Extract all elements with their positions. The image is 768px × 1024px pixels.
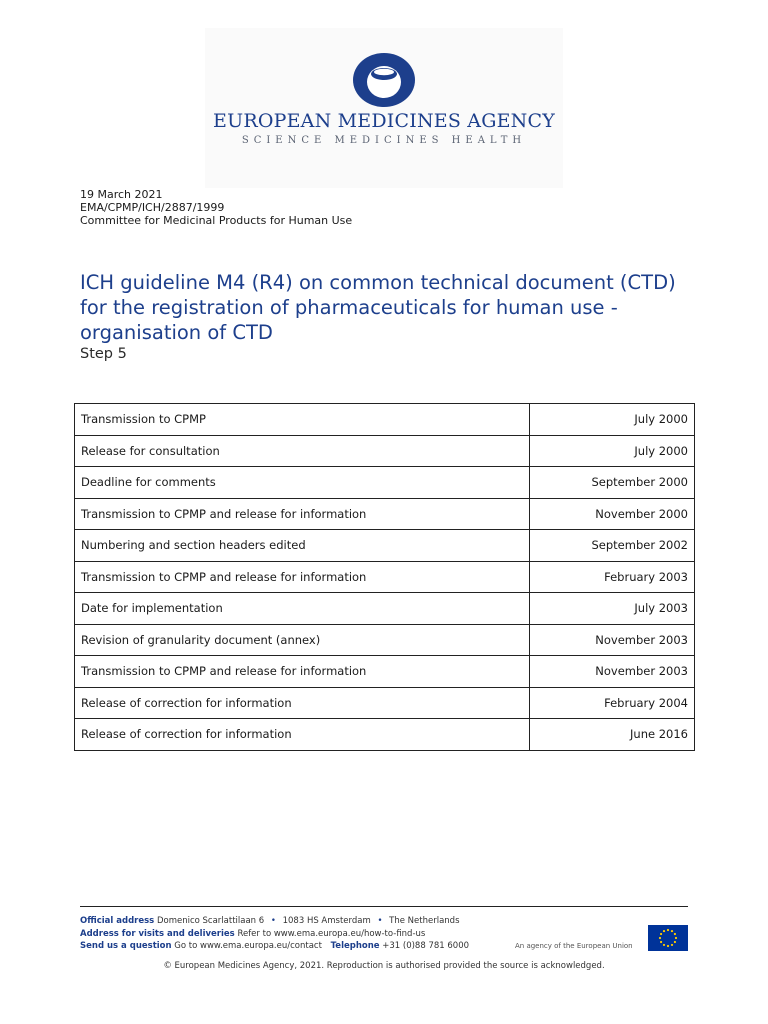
history-date: November 2003 [530, 656, 695, 688]
footer-question [80, 940, 469, 953]
street: Domenico Scarlattilaan 6 [156, 916, 265, 926]
bullet-icon: • [377, 916, 383, 926]
visits-label: Address for visits and deliveries [80, 928, 235, 939]
history-date: November 2003 [530, 624, 695, 656]
history-event: Release of correction for information [75, 687, 530, 719]
bullet-icon: • [270, 916, 276, 926]
history-date: September 2000 [530, 467, 695, 499]
ema-logo-icon [351, 52, 417, 108]
ema-logo [205, 28, 563, 188]
document-title: ICH guideline M4 (R4) on common technical document (CTD) for the registration of pharmaceuticals for human use - organisation of CTD [80, 271, 676, 344]
history-row [75, 404, 695, 436]
history-row [75, 656, 695, 688]
history-row [75, 498, 695, 530]
history-row [75, 687, 695, 719]
telephone-label: Telephone [330, 941, 380, 951]
history-event: Transmission to CPMP and release for information [75, 498, 530, 530]
history-event: Transmission to CPMP and release for information [75, 656, 530, 688]
country: The Netherlands [389, 916, 460, 926]
history-date: September 2002 [530, 530, 695, 562]
telephone-number: +31 (0)88 781 6000 [382, 941, 470, 951]
agency-name: EUROPEAN MEDICINES AGENCY [213, 110, 555, 132]
footer-address [80, 915, 469, 953]
footer-official-address [80, 915, 469, 928]
history-event: Transmission to CPMP and release for information [75, 561, 530, 593]
footer-divider [80, 906, 688, 907]
question-label: Send us a question [80, 941, 172, 951]
committee-name: Committee for Medicinal Products for Human Use [80, 214, 353, 227]
document-meta [80, 188, 352, 227]
history-row [75, 719, 695, 751]
document-step: Step 5 [80, 346, 127, 362]
eu-flag-icon [648, 925, 688, 951]
visits-link[interactable]: Refer to www.ema.europa.eu/how-to-find-us [237, 928, 426, 939]
history-row [75, 435, 695, 467]
history-table-body [75, 404, 695, 751]
history-event: Numbering and section headers edited [75, 530, 530, 562]
history-date: July 2000 [530, 404, 695, 436]
history-row [75, 593, 695, 625]
history-row [75, 530, 695, 562]
history-event: Release for consultation [75, 435, 530, 467]
footer-visits [80, 928, 469, 941]
history-date: February 2004 [530, 687, 695, 719]
agency-tagline: SCIENCE MEDICINES HEALTH [241, 135, 527, 146]
history-date: February 2003 [530, 561, 695, 593]
official-address-label: Official address [80, 916, 155, 926]
document-date: 19 March 2021 [80, 188, 163, 201]
history-event: Revision of granularity document (annex) [75, 624, 530, 656]
contact-link[interactable]: Go to www.ema.europa.eu/contact [174, 941, 322, 951]
copyright: © European Medicines Agency, 2021. Reproduction is authorised provided the source is acknowledged. [163, 961, 605, 971]
postcode: 1083 HS Amsterdam [282, 916, 371, 926]
document-reference: EMA/CPMP/ICH/2887/1999 [80, 201, 225, 214]
history-event: Release of correction for information [75, 719, 530, 751]
history-row [75, 624, 695, 656]
history-row [75, 561, 695, 593]
history-event: Transmission to CPMP [75, 404, 530, 436]
history-event: Date for implementation [75, 593, 530, 625]
history-table [74, 403, 695, 751]
eu-agency-note: An agency of the European Union [515, 942, 633, 950]
history-date: July 2003 [530, 593, 695, 625]
history-date: June 2016 [530, 719, 695, 751]
history-date: July 2000 [530, 435, 695, 467]
history-date: November 2000 [530, 498, 695, 530]
history-event: Deadline for comments [75, 467, 530, 499]
history-row [75, 467, 695, 499]
